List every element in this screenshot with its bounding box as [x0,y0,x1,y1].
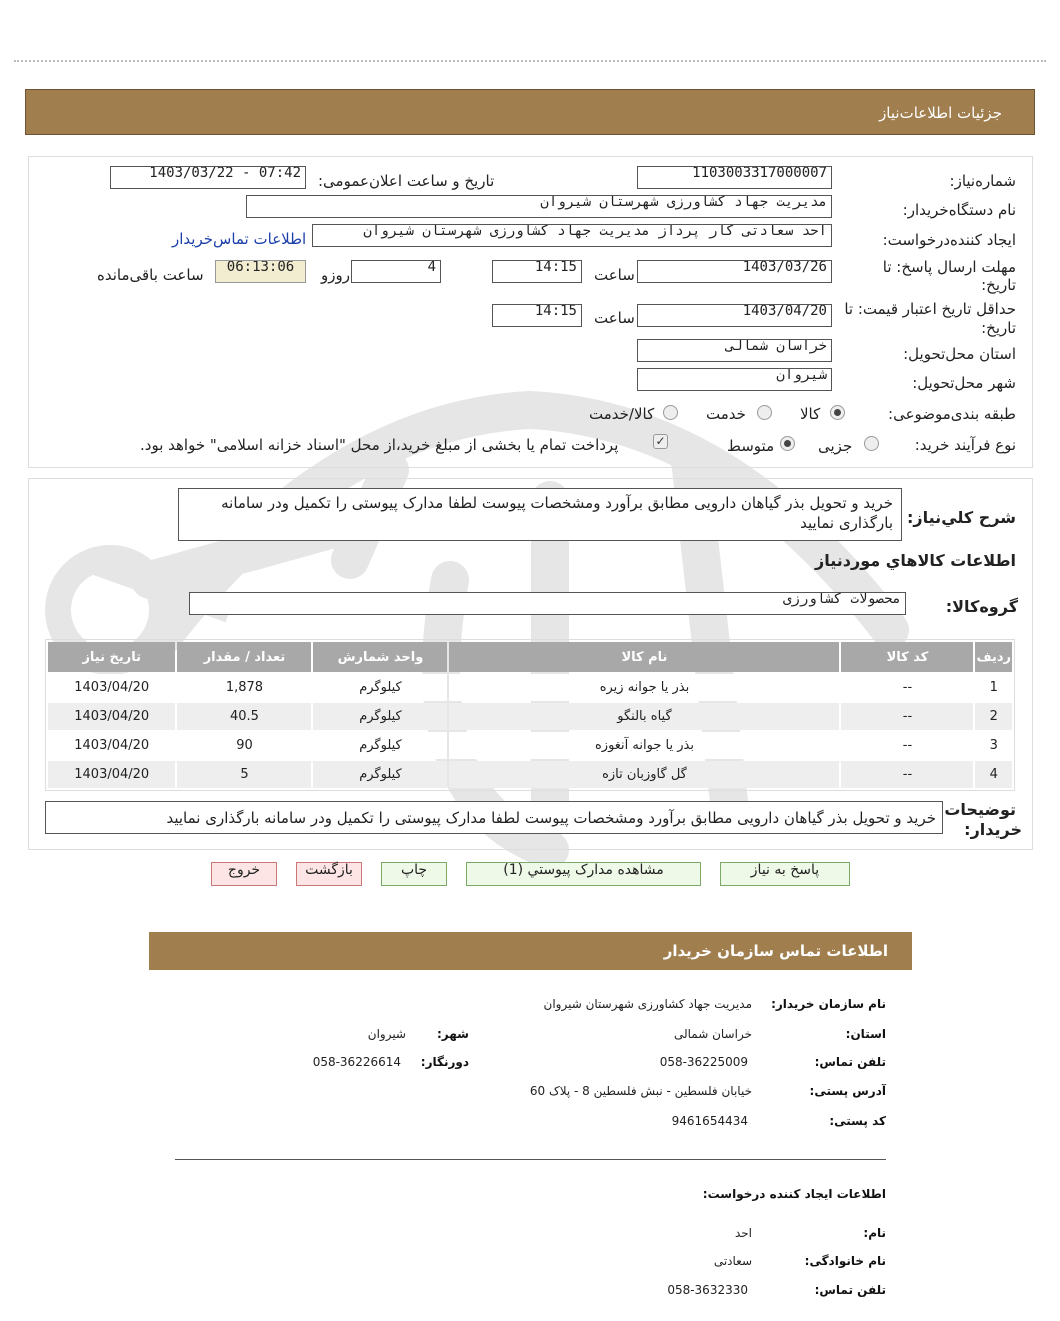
back-button[interactable]: بازگشت [296,862,362,886]
category-service-radio[interactable] [757,405,772,420]
deadline-time-field[interactable]: 14:15 [492,260,582,283]
table-row[interactable] [48,761,1012,788]
contact-postal-value: 9461654434 [671,1114,748,1128]
cell-row: 1 [975,674,1012,701]
process-medium-radio[interactable] [780,436,795,451]
creator-phone-label: تلفن تماس: [814,1283,886,1297]
validity-time-label: ساعت [594,309,635,327]
contact-address-label: آدرس پستی: [809,1084,886,1098]
treasury-payment-text: پرداخت تمام یا بخشی از مبلغ خرید،از محل "اسناد خزانه اسلامی" خواهد بود. [140,436,619,454]
view-attachments-button[interactable]: مشاهده مدارک پیوستي (1) [466,862,701,886]
cell-name: گل گاوزبان تازه [449,761,839,788]
province-field[interactable]: خراسان شمالی [637,339,832,362]
contact-postal-label: کد پستی: [829,1114,886,1128]
validity-label: حداقل تاریخ اعتبار قیمت: تا [844,300,1016,318]
cell-qty: 40.5 [177,703,311,730]
buyer-org-label: نام دستگاه‌خریدار: [902,201,1016,219]
cell-name: بذر یا جوانه آنغوزه [449,732,839,759]
category-service-label: خدمت [706,405,746,423]
print-button[interactable]: چاپ [381,862,447,886]
need-number-label: شماره‌نیاز: [949,172,1016,190]
cell-qty: 1,878 [177,674,311,701]
contact-fax-label: دورنگار: [420,1055,469,1069]
announce-datetime-field[interactable]: 1403/03/22 - 07:42 [110,166,306,189]
cell-row: 4 [975,761,1012,788]
description-field[interactable]: خرید و تحویل بذر گیاهان دارویی مطابق برآورد ومشخصات پیوست لطفا مدارک پیوستی را تکمیل ودر سامانه بارگذاری نمایید [178,488,902,541]
cell-code: -- [841,674,973,701]
cell-unit: کیلوگرم [313,732,447,759]
contact-address-value: خیابان فلسطین - نبش فلسطین 8 - پلاک 60 [529,1084,752,1098]
cell-row: 2 [975,703,1012,730]
creator-label: ایجاد کننده‌درخواست: [882,231,1016,249]
cell-name: بذر یا جوانه زیره [449,674,839,701]
cell-qty: 90 [177,732,311,759]
creator-name-label: نام: [863,1226,886,1240]
days-remaining-field[interactable]: 4 [351,260,441,283]
creator-info-title: اطلاعات ایجاد کننده درخواست: [702,1187,886,1201]
reply-button[interactable]: پاسخ به نیاز [720,862,850,886]
goods-group-field[interactable]: محصولات کشاورزی [189,592,906,615]
contact-city-value: شیروان [367,1027,406,1041]
table-row[interactable] [48,674,1012,701]
creator-phone-value: 058-3632330 [667,1283,748,1297]
page-header [25,89,1035,135]
col-date: تاریخ نیاز [48,642,175,672]
contact-title: اطلاعات تماس سازمان خریدار [663,942,888,960]
table-row[interactable] [48,703,1012,730]
category-goods-radio[interactable] [830,405,845,420]
creator-name-value: احد [734,1226,752,1240]
buyer-notes-label-2: خریدار: [964,820,1022,839]
contact-phone-value: 058-36225009 [659,1055,748,1069]
remaining-time-label: ساعت باقی‌مانده [97,266,204,284]
cell-qty: 5 [177,761,311,788]
col-qty: تعداد / مقدار [177,642,311,672]
need-number-field[interactable]: 1103003317000007 [637,166,832,189]
creator-family-label: نام خانوادگی: [804,1254,886,1268]
buyer-notes-field[interactable]: خرید و تحویل بذر گیاهان دارویی مطابق برآورد ومشخصات پیوست لطفا مدارک پیوستی را تکمیل ودر سامانه بارگذاری نمایید [45,801,943,834]
process-label: نوع فرآیند خرید: [914,436,1016,454]
city-label: شهر محل‌تحویل: [912,374,1016,392]
cell-code: -- [841,732,973,759]
buyer-notes-label: توضیحات [944,800,1016,819]
cell-date: 1403/04/20 [48,761,175,788]
goods-table [46,640,1014,790]
remaining-time-field: 06:13:06 [215,260,306,283]
cell-date: 1403/04/20 [48,703,175,730]
contact-org-label: نام سازمان خریدار: [771,997,886,1011]
contact-city-label: شهر: [437,1027,469,1041]
buyer-contact-link[interactable]: اطلاعات تماس‌خریدار [172,230,307,248]
cell-date: 1403/04/20 [48,732,175,759]
col-unit: واحد شمارش [313,642,447,672]
days-label: روزو [321,266,350,284]
contact-header [149,932,912,970]
buyer-org-field[interactable]: مدیریت جهاد کشاورزی شهرستان شیروان [246,195,832,218]
cell-name: گیاه بالنگو [449,703,839,730]
col-row: ردیف [975,642,1012,672]
validity-time-field[interactable]: 14:15 [492,304,582,327]
goods-table-header [48,642,1012,672]
cell-code: -- [841,703,973,730]
contact-org-value: مدیریت جهاد کشاورزی شهرستان شیروان [543,997,752,1011]
cell-unit: کیلوگرم [313,761,447,788]
table-row[interactable] [48,732,1012,759]
contact-divider [175,1159,886,1160]
cell-unit: کیلوگرم [313,703,447,730]
cell-date: 1403/04/20 [48,674,175,701]
validity-date-field[interactable]: 1403/04/20 [637,304,832,327]
contact-phone-label: تلفن تماس: [814,1055,886,1069]
creator-family-value: سعادتی [713,1254,752,1268]
goods-table-wrapper [45,639,1015,791]
contact-province-value: خراسان شمالی [673,1027,752,1041]
deadline-label: مهلت ارسال پاسخ: تا [882,258,1016,276]
city-field[interactable]: شیروان [637,368,832,391]
treasury-payment-checkbox[interactable]: ✓ [653,434,668,449]
process-minor-radio[interactable] [864,436,879,451]
creator-field[interactable]: احد سعادتی کار پرداز مدیریت جهاد کشاورزی شهرستان شیروان [312,224,832,247]
col-code: کد کالا [841,642,973,672]
goods-section-title: اطلاعات کالاهاي موردنیاز [815,551,1016,570]
validity-label-date: تاریخ: [981,319,1016,337]
deadline-date-field[interactable]: 1403/03/26 [637,260,832,283]
category-label: طبقه بندی‌موضوعی: [888,405,1016,423]
cell-row: 3 [975,732,1012,759]
cell-unit: کیلوگرم [313,674,447,701]
contact-fax-value: 058-36226614 [312,1055,401,1069]
deadline-time-label: ساعت [594,266,635,284]
deadline-label-date: تاریخ: [981,276,1016,294]
process-minor-label: جزیی [818,437,853,455]
province-label: استان محل‌تحویل: [903,345,1016,363]
page-title: جزئیات اطلاعات‌نیاز [879,104,1002,122]
category-both-label: کالا/خدمت [589,405,655,423]
category-both-radio[interactable] [663,405,678,420]
goods-group-label: گروه‌کالا: [945,597,1018,616]
cell-code: -- [841,761,973,788]
announce-label: تاریخ و ساعت اعلان‌عمومی: [318,172,495,190]
process-medium-label: متوسط [727,437,775,455]
col-name: نام کالا [449,642,839,672]
category-goods-label: کالا [800,405,821,423]
top-divider [14,60,1046,62]
description-label: شرح کلي‌نیاز: [907,508,1016,527]
exit-button[interactable]: خروج [211,862,277,886]
contact-province-label: استان: [845,1027,886,1041]
